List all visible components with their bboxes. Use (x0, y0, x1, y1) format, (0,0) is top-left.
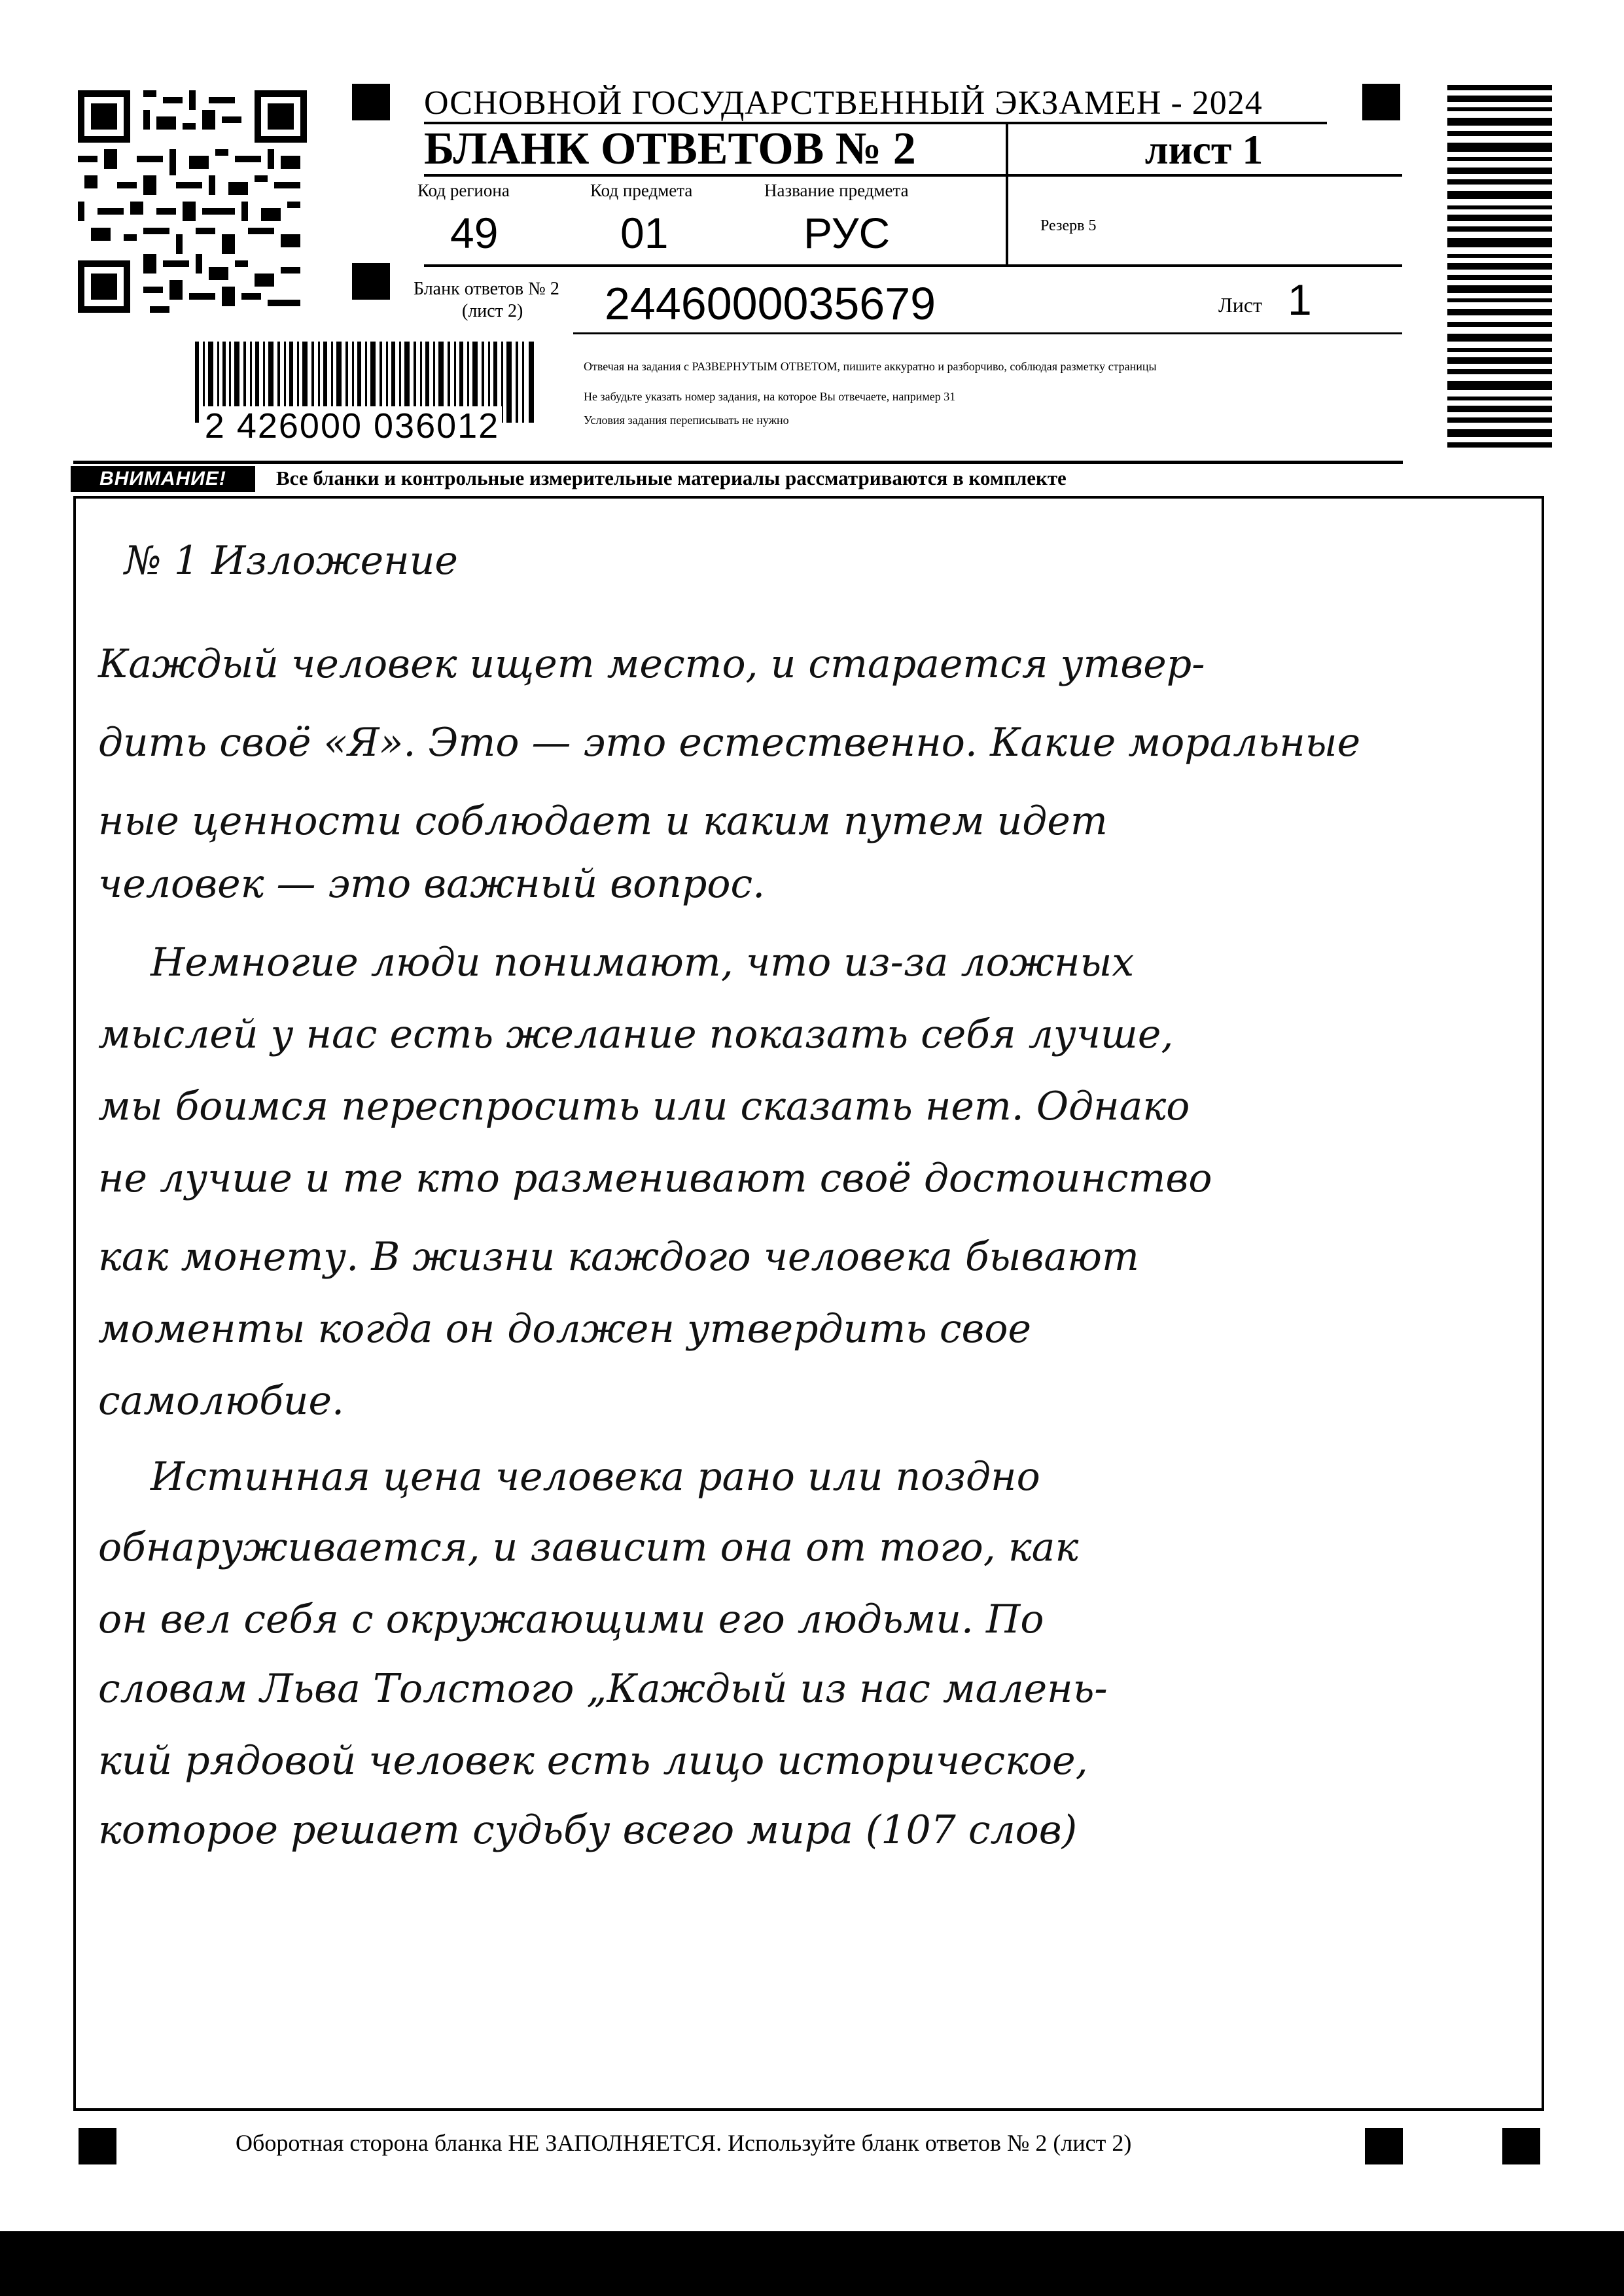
answer-line: кий рядовой человек есть лицо историческое, (98, 1738, 1088, 1784)
blank-number: 2446000035679 (605, 278, 936, 329)
header-line-2 (424, 264, 1402, 267)
answer-line: человек — это важный вопрос. (98, 861, 766, 907)
answer-line: моменты когда он должен утвердить свое (98, 1306, 1031, 1352)
answer-line: он вел себя с окружающими его людьми. По (98, 1597, 1044, 1642)
timing-marks (1447, 85, 1552, 451)
list-label: Лист (1218, 293, 1263, 317)
answer-line: мыслей у нас есть желание показать себя лучше, (98, 1012, 1174, 1057)
alignment-marker-bottom-right-2 (1502, 2128, 1540, 2164)
header-line-3 (573, 332, 1402, 334)
blank-ref-line1: Бланк ответов № 2 (414, 279, 559, 299)
answer-line: обнаруживается, и зависит она от того, как (98, 1525, 1079, 1570)
sheet-label: лист 1 (1144, 126, 1263, 173)
subject-name-value: РУС (803, 209, 891, 257)
instruction-line-1: Отвечая на задания с РАЗВЕРНУТЫМ ОТВЕТОМ, пишите аккуратно и разборчиво, соблюдая разметку страницы (584, 360, 1157, 373)
answer-line: не лучше и те кто разменивают своё достоинство (98, 1156, 1212, 1201)
qr-code (77, 90, 308, 313)
attention-badge: ВНИМАНИЕ! (71, 466, 255, 492)
alignment-marker-top-right (1362, 84, 1400, 120)
answer-line: словам Льва Толстого „Каждый из нас малень- (98, 1666, 1108, 1712)
alignment-marker-bottom-right-1 (1365, 2128, 1403, 2164)
alignment-marker-mid-left (352, 263, 390, 300)
answer-line: как монету. В жизни каждого человека бывают (98, 1234, 1139, 1280)
notice-text: Все бланки и контрольные измерительные материалы рассматриваются в комплекте (276, 467, 1067, 489)
answer-line: самолюбие. (98, 1378, 345, 1424)
subject-name-label: Название предмета (764, 181, 909, 200)
subject-code-label: Код предмета (590, 181, 693, 200)
region-code-value: 49 (450, 209, 499, 257)
answer-line: № 1 Изложение (124, 538, 458, 584)
subject-code-value: 01 (620, 209, 669, 257)
barcode-digits: 2 426000 036012 (169, 406, 535, 446)
header-line (424, 174, 1402, 177)
list-value: 1 (1288, 275, 1312, 324)
answer-line: Каждый человек ищет место, и старается утвер- (98, 641, 1205, 687)
answer-line: ные ценности соблюдает и каким путем идет (98, 798, 1108, 844)
instruction-line-3: Условия задания переписывать не нужно (584, 414, 789, 427)
answer-line: мы боимся переспросить или сказать нет. Однако (98, 1084, 1190, 1129)
scan-border (0, 2231, 1624, 2296)
alignment-marker-bottom-left (79, 2128, 116, 2164)
instruction-line-2: Не забудьте указать номер задания, на которое Вы отвечаете, например 31 (584, 390, 956, 403)
reserve-label: Резерв 5 (1040, 217, 1097, 234)
footer-note: Оборотная сторона бланка НЕ ЗАПОЛНЯЕТСЯ. Используйте бланк ответов № 2 (лист 2) (236, 2130, 1132, 2156)
blank-title: БЛАНК ОТВЕТОВ № 2 (424, 124, 916, 174)
answer-line: дить своё «Я». Это — это естественно. Какие моральные (98, 720, 1361, 766)
region-code-label: Код региона (417, 181, 510, 200)
blank-ref-line2: (лист 2) (462, 301, 523, 321)
answer-line: Немногие люди понимают, что из-за ложных (150, 940, 1135, 985)
exam-title: ОСНОВНОЙ ГОСУДАРСТВЕННЫЙ ЭКЗАМЕН - 2024 (424, 84, 1263, 122)
answer-line: Истинная цена человека рано или поздно (150, 1454, 1040, 1500)
answer-line: которое решает судьбу всего мира (107 слов) (98, 1807, 1078, 1853)
notice-line (73, 461, 1403, 464)
alignment-marker-top-left (352, 84, 390, 120)
